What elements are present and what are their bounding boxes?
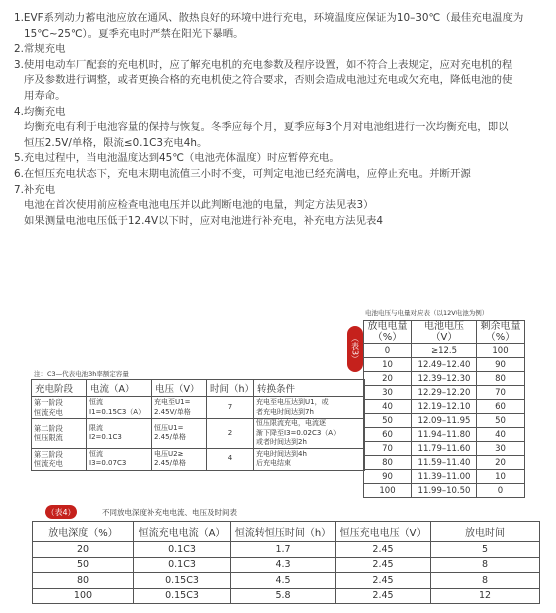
table-cell: 70 xyxy=(364,442,412,456)
cell-line: 2.45V/单格 xyxy=(154,407,191,416)
table1-note: 注：C3—代表电池3h率额定容量 xyxy=(34,370,129,378)
time-cell: 4 xyxy=(207,448,254,470)
table-row xyxy=(364,414,525,428)
table-cell: 11.59–11.40 xyxy=(412,456,477,470)
table-cell: 30 xyxy=(476,442,524,456)
cell-line: 恒压限流 xyxy=(34,433,63,443)
text-line: 序及参数进行调整，或者更换合格的充电机使之符合要求，否则会造成电池过充电或欠充电，降低电池的使 xyxy=(24,74,513,87)
table-cell: 20 xyxy=(364,372,412,386)
supplementary-charge-table xyxy=(32,521,540,604)
condition-cell xyxy=(254,419,365,449)
cell-line: 恒压限流充电，电流逐 xyxy=(256,419,326,427)
table-cell: 11.39–11.00 xyxy=(412,470,477,484)
text-line: 5.充电过程中，当电池温度达到45℃（电池壳体温度）时应暂停充电。 xyxy=(14,152,340,165)
table-row xyxy=(364,372,525,386)
table-row xyxy=(364,400,525,414)
table-cell: 12.29–12.20 xyxy=(412,386,477,400)
table-cell: 10 xyxy=(364,358,412,372)
table-cell: 100 xyxy=(476,344,524,358)
charging-stage-table xyxy=(31,379,365,471)
text-line: 1.EVF系列动力蓄电池应放在通风、散热良好的环境中进行充电，环境温度应保证为10–30℃（最佳充电温度为 xyxy=(14,12,524,24)
table3-title: 电池电压与电量对应表（以12V电池为例） xyxy=(365,309,489,317)
text-line: 如果测量电池电压低于12.4V以下时，应对电池进行补充电，补充电方法见表4 xyxy=(24,214,383,227)
table-cell: 5 xyxy=(431,542,540,558)
table-cell: 2.45 xyxy=(336,557,431,573)
section-heading: 4.均衡充电 xyxy=(14,105,66,118)
section-heading: 2.常规充电 xyxy=(14,43,66,56)
cell-line: 第二阶段 xyxy=(34,423,63,433)
table-cell: 0.1C3 xyxy=(134,542,231,558)
text-line: 均衡充电有利于电池容量的保持与恢复。冬季应每个月，夏季应每3个月对电池组进行一次均衡充电，即以 xyxy=(24,121,509,134)
cell-line: 渐下降至I3=0.02C3（A） xyxy=(256,428,341,437)
table-row xyxy=(364,386,525,400)
current-cell xyxy=(87,448,152,470)
table-cell: 70 xyxy=(476,386,524,400)
column-header: 时间（h） xyxy=(207,380,254,397)
column-header: 恒流充电电流（A） xyxy=(134,522,231,542)
table-row xyxy=(364,456,525,470)
table-cell: 60 xyxy=(364,428,412,442)
table-cell: 50 xyxy=(476,414,524,428)
table3-tag: （表3） xyxy=(347,326,363,372)
table-cell: 12.39–12.30 xyxy=(412,372,477,386)
table-header-row xyxy=(32,380,365,397)
table-cell: 80 xyxy=(476,372,524,386)
cell-line: 2.45/单格 xyxy=(154,433,186,442)
table4-tag: （表4） xyxy=(45,505,77,519)
table-cell: 20 xyxy=(476,456,524,470)
table-cell: 50 xyxy=(364,414,412,428)
cell-line: I3=0.07C3 xyxy=(89,459,127,467)
cell-line: 充电至U1= xyxy=(154,398,191,406)
cell-line: 充电至电压达到U1，或 xyxy=(256,398,329,406)
current-cell xyxy=(87,397,152,419)
cell-line: 恒流 xyxy=(89,398,103,406)
column-header: 转换条件 xyxy=(254,380,365,397)
cell-line: 第一阶段 xyxy=(34,398,63,407)
column-header: 充电阶段 xyxy=(32,380,87,397)
table-cell: 40 xyxy=(364,400,412,414)
text-line: 用寿命。 xyxy=(24,89,66,102)
column-header: 恒流转恒压时间（h） xyxy=(231,522,336,542)
table-cell: 5.8 xyxy=(231,588,336,604)
column-header: 放电深度（%） xyxy=(33,522,134,542)
table-cell: 1.7 xyxy=(231,542,336,558)
table4-title: 不同放电深度补充电电流、电压及时间表 xyxy=(102,508,237,517)
table-cell: ≥12.5 xyxy=(412,344,477,358)
table-cell: 0 xyxy=(364,344,412,358)
table-cell: 11.99–10.50 xyxy=(412,484,477,498)
section-heading: 7.补充电 xyxy=(14,183,56,196)
table-cell: 20 xyxy=(33,542,134,558)
table-row xyxy=(364,428,525,442)
condition-cell xyxy=(254,448,365,470)
text-line: 6.在恒压充电状态下，充电末期电流值三小时不变，可判定电池已经充满电，应停止充电。并断开源 xyxy=(14,167,471,180)
table-cell: 80 xyxy=(364,456,412,470)
cell-line: 充电时间达到4h xyxy=(256,449,307,458)
column-header: 电池电压 （V） xyxy=(412,321,477,344)
table-row xyxy=(364,344,525,358)
text-line: 恒压2.5V/单格，限流≤0.1C3充电4h。 xyxy=(24,136,208,149)
table-cell: 4.5 xyxy=(231,573,336,589)
table-header-row xyxy=(33,522,540,542)
cell-line: 第三阶段 xyxy=(34,449,63,459)
table-cell: 100 xyxy=(364,484,412,498)
table-cell: 90 xyxy=(364,470,412,484)
table-cell: 12.19–12.10 xyxy=(412,400,477,414)
voltage-cell xyxy=(152,397,207,419)
table-cell: 40 xyxy=(476,428,524,442)
column-header: 电流（A） xyxy=(87,380,152,397)
table-cell: 90 xyxy=(476,358,524,372)
table-cell: 11.94–11.80 xyxy=(412,428,477,442)
text-line: 15℃~25℃）。夏季充电时严禁在阳光下暴晒。 xyxy=(24,27,244,40)
current-cell xyxy=(87,419,152,449)
table-cell: 2.45 xyxy=(336,573,431,589)
table-cell: 2.45 xyxy=(336,588,431,604)
text-line: 3.使用电动车厂配套的充电机时，应了解充电机的充电参数及程序设置，如不符合上表规定，应对充电机的程 xyxy=(14,58,513,71)
cell-line: I1=0.15C3（A） xyxy=(89,407,146,416)
table-cell: 10 xyxy=(476,470,524,484)
cell-line: 2.45/单格 xyxy=(154,459,186,467)
column-header: 恒压充电电压（V） xyxy=(336,522,431,542)
table-cell: 0 xyxy=(476,484,524,498)
column-header: 放电电量 （%） xyxy=(364,321,412,344)
table-row xyxy=(32,419,365,449)
table-cell: 12 xyxy=(431,588,540,604)
cell-line: 恒流充电 xyxy=(34,407,63,417)
table-row xyxy=(33,542,540,558)
cell-line: 者充电时间达到7h xyxy=(256,407,314,416)
table-cell: 30 xyxy=(364,386,412,400)
table-cell: 0.15C3 xyxy=(134,573,231,589)
column-header: 电压（V） xyxy=(152,380,207,397)
stage-cell xyxy=(32,448,87,470)
table-row xyxy=(32,397,365,419)
table-cell: 0.1C3 xyxy=(134,557,231,573)
table-cell: 8 xyxy=(431,573,540,589)
time-cell: 2 xyxy=(207,419,254,449)
table-cell: 11.79–11.60 xyxy=(412,442,477,456)
cell-line: 恒压U1= xyxy=(154,423,184,432)
table-row xyxy=(33,557,540,573)
table-cell: 12.09–11.95 xyxy=(412,414,477,428)
cell-line: 限流 xyxy=(89,423,103,432)
table-cell: 60 xyxy=(476,400,524,414)
column-header: 放电时间 xyxy=(431,522,540,542)
cell-line: 后充电结束 xyxy=(256,459,291,467)
cell-line: 或者时间达到2h xyxy=(256,438,307,446)
stage-cell xyxy=(32,397,87,419)
cell-line: 恒流充电 xyxy=(34,459,63,468)
text-line: 电池在首次使用前应检查电池电压并以此判断电池的电量，判定方法见表3） xyxy=(24,199,374,212)
table-row xyxy=(364,358,525,372)
voltage-cell xyxy=(152,419,207,449)
table-cell: 0.15C3 xyxy=(134,588,231,604)
cell-line: 恒流 xyxy=(89,449,103,458)
table-cell: 100 xyxy=(33,588,134,604)
voltage-capacity-table xyxy=(363,320,525,498)
table-row xyxy=(364,484,525,498)
table-cell: 12.49–12.40 xyxy=(412,358,477,372)
table-cell: 4.3 xyxy=(231,557,336,573)
table-row xyxy=(32,448,365,470)
table-row xyxy=(33,573,540,589)
cell-line: 电压U2≥ xyxy=(154,449,184,458)
time-cell: 7 xyxy=(207,397,254,419)
charging-instructions xyxy=(14,11,544,229)
table-cell: 80 xyxy=(33,573,134,589)
table-cell: 50 xyxy=(33,557,134,573)
table-cell: 2.45 xyxy=(336,542,431,558)
table-row xyxy=(33,588,540,604)
table-cell: 8 xyxy=(431,557,540,573)
table-row xyxy=(364,442,525,456)
condition-cell xyxy=(254,397,365,419)
cell-line: I2=0.1C3 xyxy=(89,433,122,442)
table-row xyxy=(364,470,525,484)
table-header-row xyxy=(364,321,525,344)
voltage-cell xyxy=(152,448,207,470)
column-header: 剩余电量 （%） xyxy=(476,321,524,344)
stage-cell xyxy=(32,419,87,449)
